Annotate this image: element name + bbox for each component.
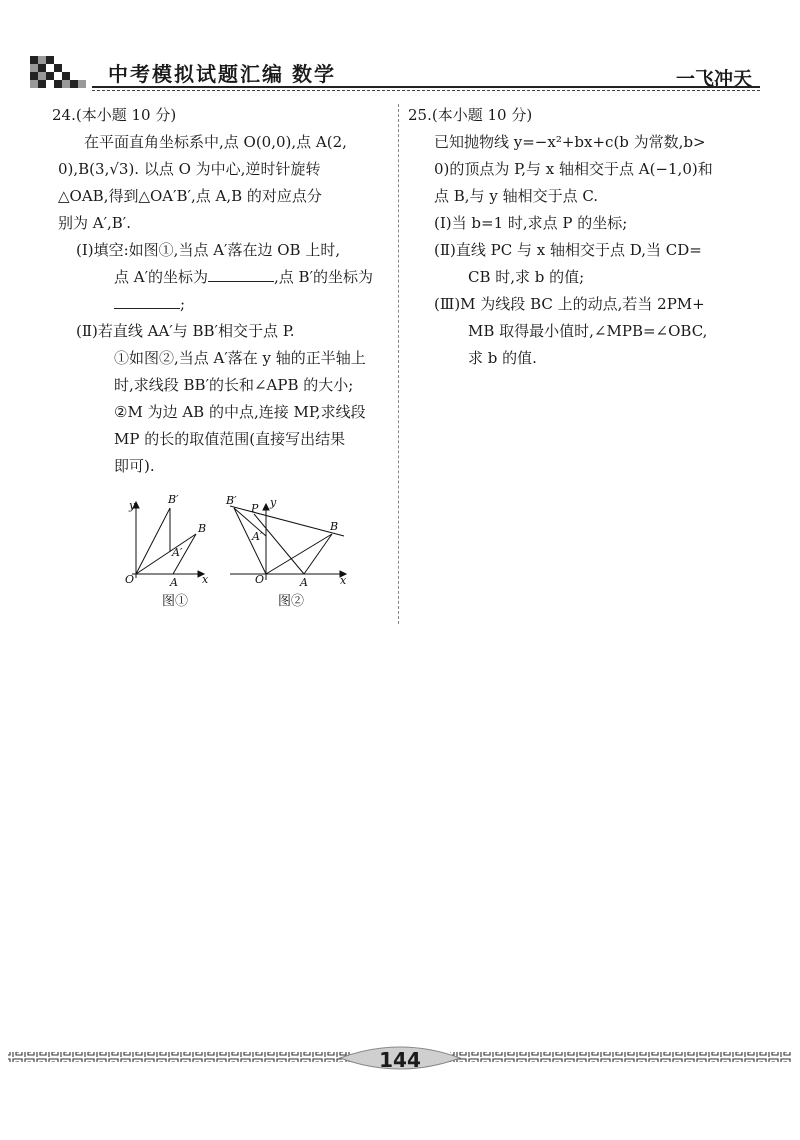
q24-part1-end: ; [180, 295, 186, 313]
q25-part3-line: MB 取得最小值时,∠MPB=∠OBC, [468, 322, 708, 340]
page-footer [0, 1038, 800, 1088]
book-title: 中考模拟试题汇编 [108, 62, 284, 86]
fig1-label-x: x [202, 573, 209, 586]
q24-figures [118, 490, 358, 610]
q24-intro-line: 别为 A′,B′. [58, 214, 131, 232]
fig2-label-a-prime: A′ [252, 530, 263, 543]
q24-part2-sub-line: ②M 为边 AB 的中点,连接 MP,求线段 [114, 403, 366, 421]
fig2-label-o: O [255, 573, 265, 586]
q24-intro-line: 0),B(3,√3). 以点 O 为中心,逆时针旋转 [58, 160, 321, 178]
q24-part1-text: ,点 B′的坐标为 [274, 268, 373, 286]
q25-part2-line: (Ⅱ)直线 PC 与 x 轴相交于点 D,当 CD= [434, 241, 702, 259]
q24-part2-line: (Ⅱ)若直线 AA′与 BB′相交于点 P. [76, 322, 295, 340]
fig1-label-o: O [125, 573, 135, 586]
q24-part1-line: (Ⅰ)填空:如图①,当点 A′落在边 OB 上时, [76, 241, 341, 259]
column-divider [398, 104, 399, 624]
q24-heading: 24.(本小题 10 分) [52, 106, 177, 124]
fig2-label-p: P [251, 502, 259, 515]
q24-part2-sub-line: 即可). [114, 457, 155, 475]
q25-part2-line: CB 时,求 b 的值; [468, 268, 585, 286]
fig2-label-a: A [300, 576, 308, 589]
q25-heading: 25.(本小题 10 分) [408, 106, 533, 124]
fig1-label-b-prime: B′ [168, 493, 179, 506]
q24-part2-sub-line: ①如图②,当点 A′落在 y 轴的正半轴上 [114, 349, 366, 367]
header-rule [92, 86, 760, 88]
fig2-label-y: y [270, 496, 277, 509]
figure-2-diagram [230, 504, 346, 580]
figure-1-diagram [132, 502, 207, 578]
q25-part3-line: (Ⅲ)M 为线段 BC 上的动点,若当 2PM+ [434, 295, 705, 313]
q24-intro-line: △OAB,得到△OA′B′,点 A,B 的对应点分 [58, 187, 322, 205]
answer-blank[interactable] [114, 293, 180, 309]
q24-part2-sub-line: 时,求线段 BB′的长和∠APB 的大小; [114, 376, 354, 394]
q25-intro-line: 点 B,与 y 轴相交于点 C. [434, 187, 599, 205]
page-number: 144 [379, 1048, 421, 1072]
q25-intro-line: 已知抛物线 y=−x²+bx+c(b 为常数,b> [434, 133, 706, 151]
q24-part1-text: 点 A′的坐标为 [114, 268, 209, 286]
fig2-label-x: x [340, 574, 347, 587]
fig1-label-a: A [170, 576, 178, 589]
checker-logo-icon [30, 56, 92, 90]
question-25 [408, 102, 758, 372]
fig1-label-y: y [129, 499, 136, 512]
fig1-label-a-prime: A′ [172, 546, 183, 559]
answer-blank[interactable] [208, 266, 274, 282]
q25-intro-line: 0)的顶点为 P,与 x 轴相交于点 A(−1,0)和 [434, 160, 713, 178]
subject-label: 数学 [292, 62, 336, 86]
q24-part1-fill-line [58, 291, 394, 318]
brand-logo: 一飞冲天 [675, 68, 752, 90]
header-dashed-rule [92, 90, 760, 91]
q24-part1-fill-line [58, 264, 394, 291]
figure-1-caption: 图① [162, 594, 189, 609]
page-header [30, 52, 760, 94]
figure-2-labels [225, 494, 347, 589]
geometry-figures [118, 490, 358, 590]
q24-part2-sub-line: MP 的长的取值范围(直接写出结果 [114, 430, 346, 448]
fig2-label-b-prime: B′ [226, 494, 237, 507]
q24-intro-line: 在平面直角坐标系中,点 O(0,0),点 A(2, [84, 133, 347, 151]
q25-part3-line: 求 b 的值. [468, 349, 537, 367]
fig2-label-b: B [330, 520, 339, 533]
question-24 [52, 102, 394, 480]
q25-part1: (Ⅰ)当 b=1 时,求点 P 的坐标; [434, 214, 628, 232]
fig1-label-b: B [198, 522, 207, 535]
figure-2-caption: 图② [278, 594, 305, 609]
